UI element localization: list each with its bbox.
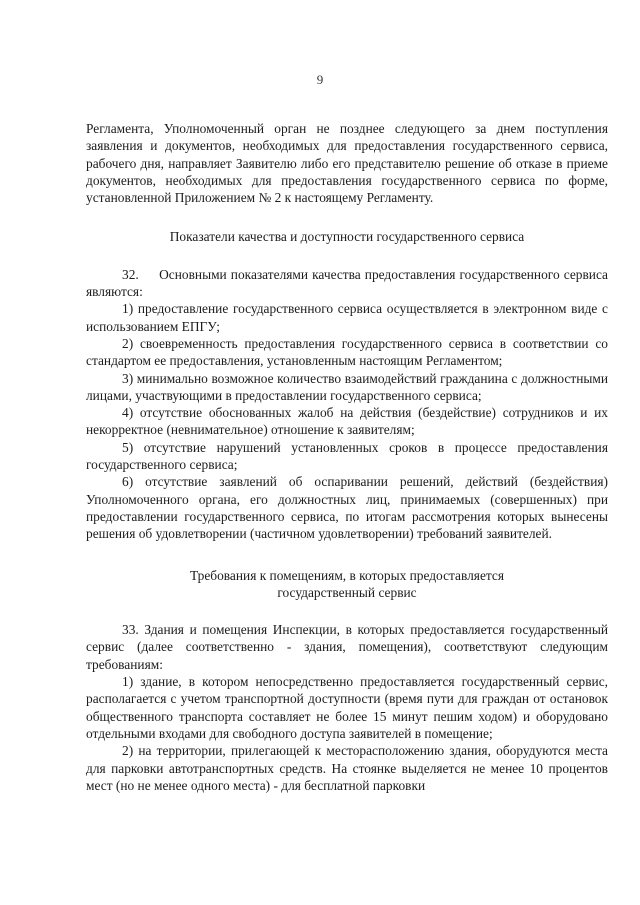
list-item: 2) своевременность предоставления государственного сервиса в соответствии со стандартом ее предоставления, установленным настоящим Регламентом; <box>86 335 608 369</box>
list-item: 3) минимально возможное количество взаимодействий гражданина с должностными лицами, участвующими в предоставлении государственного сервиса; <box>86 370 608 403</box>
list-item: 5) отсутствие нарушений установленных сроков в процессе предоставления государственного сервиса; <box>86 439 608 473</box>
clause-32: 32. Основными показателями качества предоставления государственного сервиса являются: <box>86 266 612 300</box>
list-item: 1) предоставление государственного сервиса осуществляется в электронном виде с использованием ЕПГУ; <box>86 301 608 334</box>
list-item: 6) отсутствие заявлений об оспаривании решений, действий (бездействия) Уполномоченного органа, его должностных лиц, принимаемых (совершенных) при предоставлении государственного сервиса, по итогам рассмотрения которых вынесены решения об удовлетворении (частичном удовлетворении) требований заявителей. <box>86 474 608 542</box>
intro-paragraph: Регламента, Уполномоченный орган не позднее следующего за днем поступления заявления и документов, необходимых для предоставления государственного сервиса, рабочего дня, направляет Заявителю либо его представителю решение об отказе в приеме документов, необходимых для предоставления государственного сервиса по форме, установленной Приложением № 2 к настоящему Регламенту. <box>86 121 608 206</box>
section-heading-premises <box>86 567 608 602</box>
page-number: 9 <box>316 72 324 87</box>
clause-33: 33. Здания и помещения Инспекции, в которых предоставляется государственный сервис (далее соответственно - здания, помещения), соответствуют следующим требованиям: <box>86 622 608 672</box>
document-body <box>86 120 612 794</box>
section-heading-premises-line1: Требования к помещениям, в которых предоставляется <box>189 567 505 583</box>
section-heading-quality: Показатели качества и доступности государственного сервиса <box>169 229 525 245</box>
list-item: 1) здание, в котором непосредственно предоставляется государственный сервис, располагается с учетом транспортной доступности (время пути для граждан от остановок общественного транспорта составляет не более 15 минут пешим ходом) и оборудовано отдельными входами для свободного доступа заявителей в помещение; <box>86 674 608 741</box>
list-item: 2) на территории, прилегающей к месторасположению здания, оборудуются места для парковки автотранспортных средств. На стоянке выделяется не менее 10 процентов мест (но не менее одного места) - для бесплатной парковки <box>86 743 608 793</box>
section-heading-premises-line2: государственный сервис <box>277 584 417 600</box>
list-item: 4) отсутствие обоснованных жалоб на действия (бездействие) сотрудников и их некорректное (невнимательное) отношение к заявителям; <box>86 405 608 438</box>
